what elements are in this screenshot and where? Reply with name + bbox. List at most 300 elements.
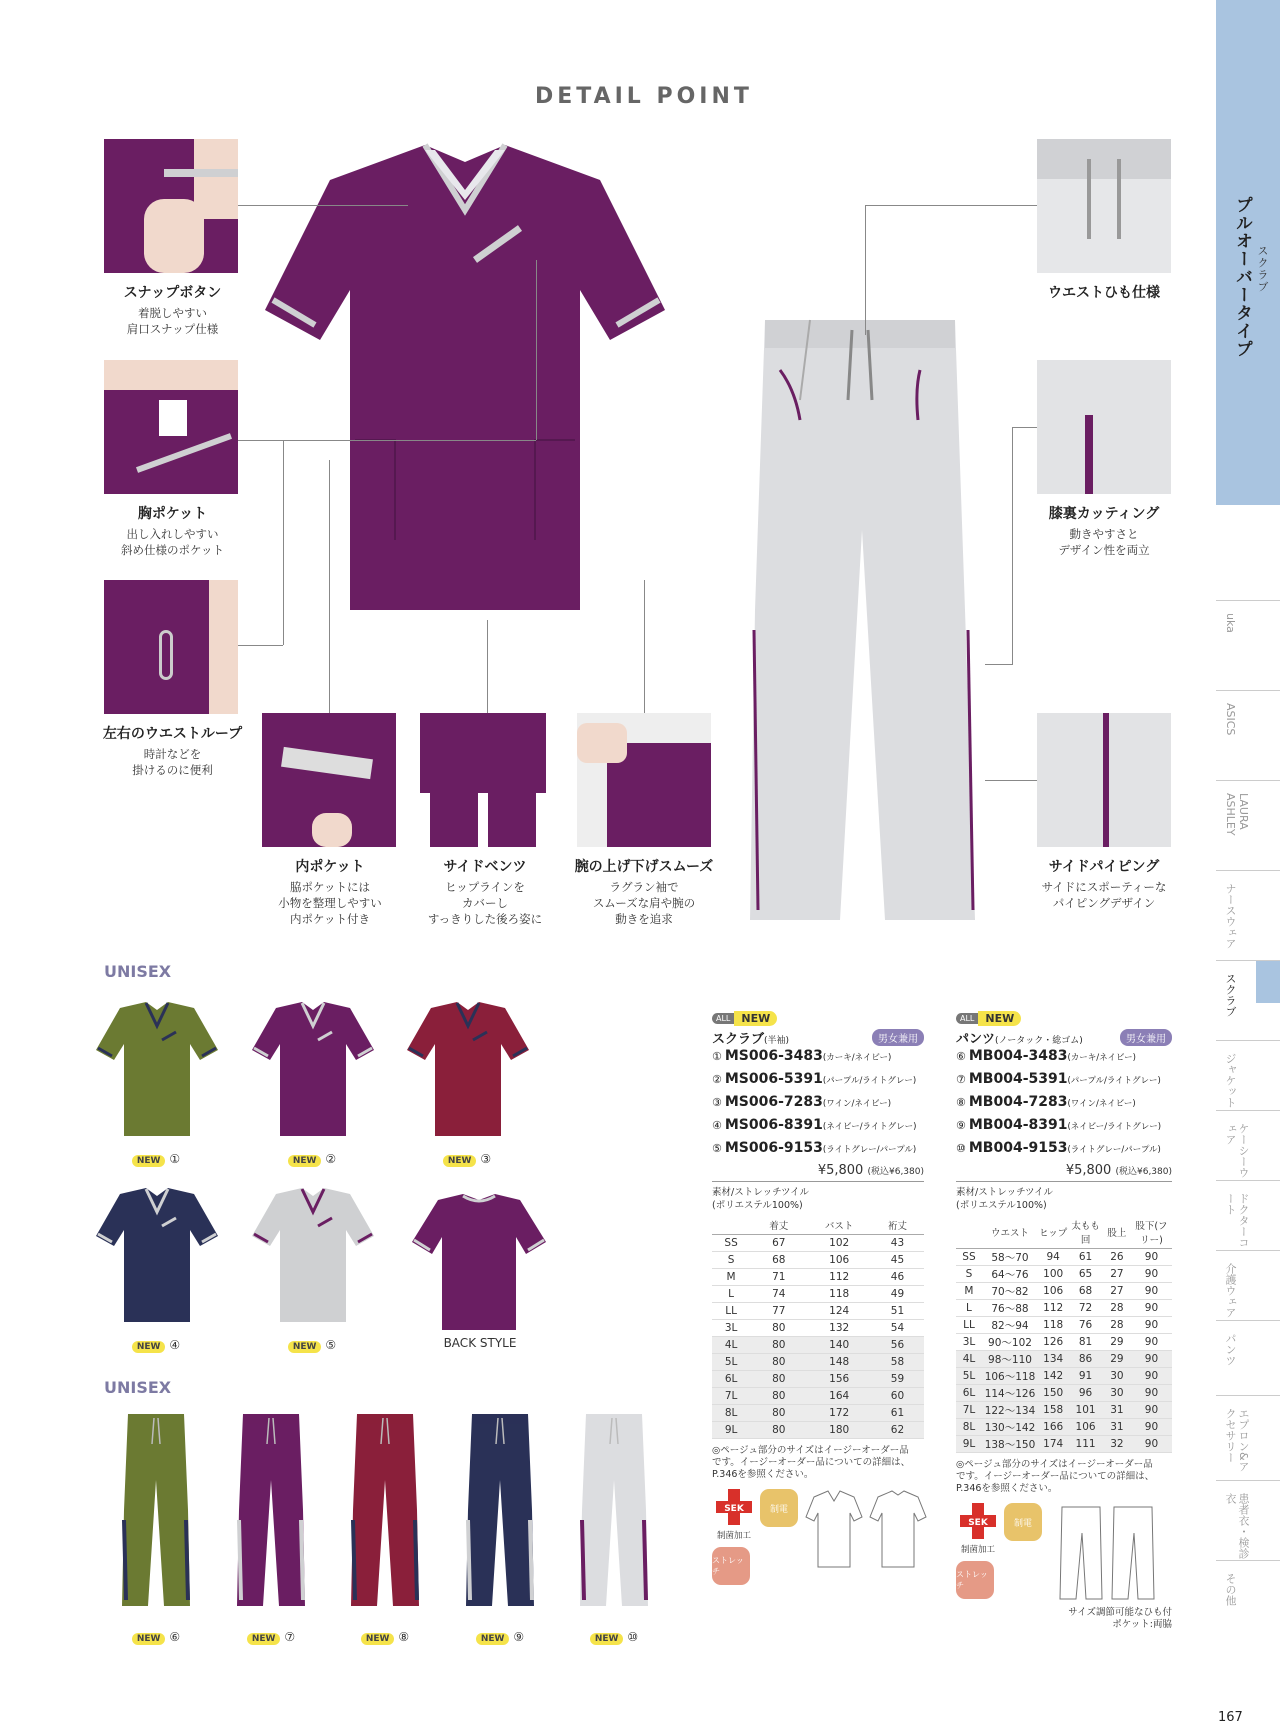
size-table-header: バスト [807,1216,871,1235]
price: ¥5,800 [1065,1163,1112,1178]
top-color-swatch [405,1000,531,1142]
size-cell: LL [956,1317,982,1334]
size-cell: 96 [1068,1385,1103,1402]
top-color-swatch [250,1000,376,1142]
product-code-line [956,1094,1172,1117]
top-swatch-caption [407,1148,527,1167]
size-cell: 90 [1131,1419,1172,1436]
size-table-header [956,1216,982,1249]
size-cell: 3L [956,1334,982,1351]
size-cell: 9L [712,1422,750,1439]
size-cell: 71 [750,1269,807,1286]
table-row [956,1351,1172,1368]
material-line: (ポリエステル100%) [712,1200,803,1211]
size-cell: 29 [1103,1351,1131,1368]
note-line: P.346を参照ください。 [712,1469,814,1480]
size-cell: 106 [1038,1283,1068,1300]
size-cell: 166 [1038,1419,1068,1436]
product-code-line [712,1071,924,1094]
color-combo: (パープル/ライトグレー) [822,1076,917,1086]
code-index: ⑩ [956,1142,966,1155]
pants-swatch-caption [554,1626,674,1645]
unisex-label-pants: UNISEX [104,1378,172,1397]
spec-title-row [712,1028,924,1048]
pants-color-swatch [233,1410,309,1614]
size-cell: 138〜150 [982,1436,1038,1453]
pants-swatch-caption [325,1626,445,1645]
size-cell: 111 [1068,1436,1103,1453]
size-cell: 156 [807,1371,871,1388]
table-row [956,1266,1172,1283]
code-index: ⑦ [956,1073,966,1086]
size-cell: 56 [871,1337,924,1354]
product-code: MB004-7283 [968,1094,1068,1110]
top-color-swatch [94,1000,220,1142]
caption-waist-string: ウエストひも仕様 [1048,285,1160,301]
scrub-spec-panel [712,1008,924,1639]
callout-line [985,780,1037,781]
code-index: ⑨ [956,1119,966,1132]
code-index: ④ [712,1119,722,1132]
swatch-number: ④ [169,1338,181,1352]
color-combo: (カーキ/ネイビー) [822,1053,892,1063]
color-combo: (パープル/ライトグレー) [1067,1076,1161,1086]
size-cell: 30 [1103,1385,1131,1402]
sek-mark-text: SEK [724,1504,744,1514]
product-name-text: パンツ [956,1032,996,1047]
antistatic-icon: 制電 [1004,1503,1042,1541]
size-cell: 9L [956,1436,982,1453]
table-row [956,1249,1172,1266]
caption-side-piping: サイドパイピング サイドにスポーティーな パイピングデザイン [1041,859,1167,910]
price: ¥5,800 [817,1163,864,1178]
tech-drawing [1056,1503,1166,1603]
pants-color-swatch [118,1410,194,1614]
product-code-line [712,1094,924,1117]
size-cell: 140 [807,1337,871,1354]
size-cell: 118 [807,1286,871,1303]
material [712,1186,924,1212]
code-index: ① [712,1050,722,1063]
antistatic-icon: 制電 [760,1489,798,1527]
product-code-line [956,1140,1172,1163]
product-code: MS006-9153 [724,1140,823,1156]
swatch-number: ① [169,1152,181,1166]
size-cell: 90 [1131,1266,1172,1283]
pants-color-swatch [576,1410,652,1614]
callout-line [1012,427,1013,664]
size-cell: 90 [1131,1402,1172,1419]
size-cell: 30 [1103,1368,1131,1385]
swatch-number: ② [325,1152,337,1166]
all-pill: ALL [956,1013,978,1024]
product-code-line [712,1117,924,1140]
size-cell: 91 [1068,1368,1103,1385]
color-combo: (ワイン/ネイビー) [822,1099,892,1109]
table-row [956,1419,1172,1436]
product-code: MB004-3483 [968,1048,1068,1064]
product-code-line [956,1071,1172,1094]
size-cell: 90 [1131,1368,1172,1385]
size-cell: 80 [750,1388,807,1405]
size-cell: 74 [750,1286,807,1303]
page-title: DETAIL POINT [535,84,753,109]
unisex-pill: 男女兼用 [872,1029,924,1046]
stretch-icon: ストレッチ [712,1547,750,1585]
size-cell: 122〜134 [982,1402,1038,1419]
new-badge: NEW [132,1341,166,1353]
product-name-text: スクラブ [712,1032,765,1047]
table-row [956,1385,1172,1402]
size-cell: 80 [750,1422,807,1439]
unisex-pill: 男女兼用 [1120,1029,1172,1046]
table-row [956,1300,1172,1317]
category-tab[interactable] [1216,1040,1280,1110]
size-table-header [712,1216,750,1235]
size-cell: 142 [1038,1368,1068,1385]
category-tab-label: 介護ウェア [1224,1263,1237,1318]
size-cell: 134 [1038,1351,1068,1368]
callout-line [536,260,537,440]
product-code-line [956,1117,1172,1140]
size-cell: 174 [1038,1436,1068,1453]
table-row [956,1334,1172,1351]
category-tab-label: その他 [1224,1573,1237,1606]
new-badge: NEW [132,1155,166,1167]
caption-knee-cutting: 膝裏カッティング 動きやすさと デザイン性を両立 [1048,506,1160,557]
swatch-number: ⑩ [627,1630,639,1644]
size-cell: 130〜142 [982,1419,1038,1436]
size-cell: 54 [871,1320,924,1337]
new-badge: NEW [361,1633,395,1645]
size-cell: 90 [1131,1436,1172,1453]
size-cell: 6L [956,1385,982,1402]
category-tab[interactable] [1216,960,1280,1040]
caption-side-vent: サイドベンツ ヒップラインを カバーし すっきりした後ろ姿に [427,859,543,926]
size-cell: 60 [871,1388,924,1405]
caption-snap-button: スナップボタン 着脱しやすい 肩口スナップ仕様 [123,285,222,336]
size-cell: 72 [1068,1300,1103,1317]
pants-color-swatch [347,1410,423,1614]
size-cell: 5L [956,1368,982,1385]
category-tab-label: 患者衣・検診衣 [1224,1493,1250,1559]
category-tab[interactable] [1216,870,1280,960]
back-style-image [408,1192,550,1332]
inner-pocket-photo [262,713,396,847]
pants-swatch-caption [211,1626,331,1645]
product-code-line [956,1048,1172,1071]
pants-color-swatch [462,1410,538,1614]
table-row [956,1317,1172,1334]
size-cell: 164 [807,1388,871,1405]
product-code: MS006-8391 [724,1117,823,1133]
product-code-line [712,1048,924,1071]
size-cell: 27 [1103,1266,1131,1283]
sek-cross-icon [958,1503,998,1539]
size-cell: 112 [807,1269,871,1286]
top-swatch-caption [252,1334,372,1353]
size-cell: 46 [871,1269,924,1286]
size-cell: 80 [750,1320,807,1337]
size-cell: 76 [1068,1317,1103,1334]
size-cell: 45 [871,1252,924,1269]
size-cell: LL [712,1303,750,1320]
product-code: MS006-3483 [724,1048,823,1064]
size-cell: 180 [807,1422,871,1439]
size-cell: 5L [712,1354,750,1371]
waist-loop-photo [104,580,238,714]
callout-line [644,580,645,713]
color-combo: (ライトグレー/パープル) [1067,1145,1161,1155]
category-tab[interactable] [1216,600,1280,690]
size-cell: 101 [1068,1402,1103,1419]
table-row [956,1402,1172,1419]
size-cell: 86 [1068,1351,1103,1368]
callout-line [283,440,284,645]
callout-line [238,205,408,206]
table-row [712,1252,924,1269]
color-combo: (カーキ/ネイビー) [1067,1053,1136,1063]
size-cell: M [712,1269,750,1286]
size-cell: 3L [712,1320,750,1337]
new-pill: NEW [734,1011,777,1026]
size-cell: 90〜102 [982,1334,1038,1351]
callout-line [487,620,488,713]
sek-mark [712,1489,756,1541]
chest-pocket-photo [104,360,238,494]
unisex-label-tops: UNISEX [104,962,172,981]
size-cell: S [712,1252,750,1269]
size-cell: 90 [1131,1334,1172,1351]
spec-badges [712,1008,924,1028]
size-cell: 51 [871,1303,924,1320]
callout-line [865,205,866,335]
size-cell: 148 [807,1354,871,1371]
caption-inner-pocket: 内ポケット 脇ポケットには 小物を整理しやすい 内ポケット付き [278,859,382,926]
size-cell: 31 [1103,1402,1131,1419]
swatch-number: ⑨ [513,1630,525,1644]
top-swatch-caption [252,1148,372,1167]
size-cell: 59 [871,1371,924,1388]
category-tab-label: エプロン&アクセサリー [1224,1408,1250,1472]
size-cell: 90 [1131,1317,1172,1334]
product-name [956,1032,1083,1047]
category-tab[interactable] [1216,1110,1280,1180]
product-code: MB004-5391 [968,1071,1068,1087]
pants-footnote [1046,1607,1172,1631]
product-code: MS006-5391 [724,1071,823,1087]
spec-badges [956,1008,1172,1028]
size-cell: 150 [1038,1385,1068,1402]
size-table [956,1216,1172,1453]
category-tab[interactable] [1216,780,1280,870]
size-cell: 90 [1131,1283,1172,1300]
swatch-number: ⑧ [398,1630,410,1644]
table-row [956,1436,1172,1453]
size-cell: 8L [956,1419,982,1436]
size-cell: 32 [1103,1436,1131,1453]
product-code: MS006-7283 [724,1094,823,1110]
table-row [712,1337,924,1354]
category-tab-label: パンツ [1224,1333,1237,1366]
top-color-swatch [250,1186,376,1328]
size-cell: L [712,1286,750,1303]
code-index: ⑤ [712,1142,722,1155]
back-style-label: BACK STYLE [443,1336,517,1350]
caption-chest-pocket: 胸ポケット 出し入れしやすい 斜め仕様のポケット [121,506,224,557]
size-cell: 28 [1103,1300,1131,1317]
swatch-number: ⑦ [284,1630,296,1644]
size-cell: 64〜76 [982,1266,1038,1283]
size-cell: SS [956,1249,982,1266]
divider [956,1181,1172,1182]
size-table-header: 股上 [1103,1216,1131,1249]
size-cell: 4L [956,1351,982,1368]
size-cell: 4L [712,1337,750,1354]
category-tab[interactable] [1216,1180,1280,1250]
knee-cutting-photo [1037,360,1171,494]
size-cell: 98〜110 [982,1351,1038,1368]
stretch-icon: ストレッチ [956,1561,994,1599]
note-line: です。イージーオーダー品についての詳細は、 [712,1457,911,1468]
category-tab[interactable] [1216,1560,1280,1650]
size-cell: 118 [1038,1317,1068,1334]
code-index: ⑧ [956,1096,966,1109]
size-cell: 80 [750,1354,807,1371]
callout-line [238,645,283,646]
pants-swatch-caption [440,1626,560,1645]
size-cell: 61 [1068,1249,1103,1266]
note-line: ◎ページュ部分のサイズはイージーオーダー品 [956,1459,1153,1470]
size-cell: L [956,1300,982,1317]
table-row [712,1388,924,1405]
size-cell: 90 [1131,1249,1172,1266]
tech-drawing [804,1489,928,1569]
pants-spec-panel [956,1008,1172,1653]
size-table-header: 太もも回 [1068,1216,1103,1249]
table-row [712,1269,924,1286]
feature-icons [712,1489,924,1639]
size-cell: 70〜82 [982,1283,1038,1300]
category-tab-label: uka [1224,613,1237,633]
size-cell: 172 [807,1405,871,1422]
top-swatch-caption [96,1148,216,1167]
size-cell: 132 [807,1320,871,1337]
callout-line [329,460,330,713]
category-tab[interactable] [1216,1480,1280,1560]
size-table [712,1216,924,1439]
price-line [712,1163,924,1178]
product-name-sub: (半袖) [764,1036,790,1046]
callout-line [1012,427,1037,428]
material-line: 素材/ストレッチツイル [956,1187,1054,1198]
size-cell: 106 [1068,1419,1103,1436]
callout-line [865,205,1037,206]
new-badge: NEW [476,1633,510,1645]
size-cell: 49 [871,1286,924,1303]
main-top-image [255,140,675,620]
size-cell: 6L [712,1371,750,1388]
code-index: ③ [712,1096,722,1109]
category-sub: スクラブ [1256,245,1269,293]
size-cell: 80 [750,1405,807,1422]
easy-order-note [956,1459,1172,1495]
product-name-sub: (ノータック・総ゴム) [995,1036,1083,1046]
size-cell: 28 [1103,1317,1131,1334]
category-tab[interactable] [1216,690,1280,780]
size-cell: 8L [712,1405,750,1422]
category-tab-label: ドクターコート [1224,1193,1250,1248]
size-cell: 158 [1038,1402,1068,1419]
category-tab-label: LAURA ASHLEY [1224,793,1250,836]
table-row [956,1368,1172,1385]
price-tax: (税込¥6,380) [867,1167,924,1177]
pants-swatch-caption [96,1626,216,1645]
new-badge: NEW [590,1633,624,1645]
code-index: ② [712,1073,722,1086]
note-line: P.346を参照ください。 [956,1483,1058,1494]
category-tab[interactable] [1216,1320,1280,1395]
size-cell: 106〜118 [982,1368,1038,1385]
table-row [712,1235,924,1252]
code-index: ⑥ [956,1050,966,1063]
size-cell: 114〜126 [982,1385,1038,1402]
size-cell: 62 [871,1422,924,1439]
swatch-number: ⑥ [169,1630,181,1644]
caption-raglan-sleeve: 腕の上げ下げスムーズ ラグラン袖で スムーズな肩や腕の 動きを追求 [574,859,714,926]
spec-title-row [956,1028,1172,1048]
size-cell: 112 [1038,1300,1068,1317]
size-cell: 94 [1038,1249,1068,1266]
table-row [712,1354,924,1371]
category-tab[interactable] [1216,1250,1280,1320]
product-code: MB004-8391 [968,1117,1068,1133]
table-row [712,1422,924,1439]
size-cell: 100 [1038,1266,1068,1283]
side-piping-photo [1037,713,1171,847]
easy-order-note [712,1445,924,1481]
color-combo: (ライトグレー/パープル) [822,1145,917,1155]
divider [712,1181,924,1182]
size-cell: 102 [807,1235,871,1252]
size-table-header: 裄丈 [871,1216,924,1235]
table-row [956,1283,1172,1300]
new-badge: NEW [443,1155,477,1167]
size-cell: 82〜94 [982,1317,1038,1334]
category-tab[interactable] [1216,1395,1280,1480]
size-cell: 67 [750,1235,807,1252]
sek-caption: 制菌加工 [716,1531,751,1541]
material-line: (ポリエステル100%) [956,1200,1047,1211]
size-cell: 7L [712,1388,750,1405]
waist-string-photo [1037,139,1171,273]
size-cell: 61 [871,1405,924,1422]
swatch-number: ③ [480,1152,492,1166]
sek-caption: 制菌加工 [960,1545,995,1555]
new-badge: NEW [288,1341,322,1353]
category-tab-label: ASICS [1224,703,1237,736]
color-combo: (ワイン/ネイビー) [1067,1099,1136,1109]
top-swatch-caption [96,1334,216,1353]
new-pill: NEW [978,1011,1021,1026]
size-cell: S [956,1266,982,1283]
note-line: です。イージーオーダー品についての詳細は、 [956,1471,1155,1482]
color-combo: (ネイビー/ライトグレー) [1067,1122,1162,1132]
size-cell: 65 [1068,1266,1103,1283]
main-pants-image [740,310,980,930]
product-name [712,1032,789,1047]
table-row [712,1405,924,1422]
